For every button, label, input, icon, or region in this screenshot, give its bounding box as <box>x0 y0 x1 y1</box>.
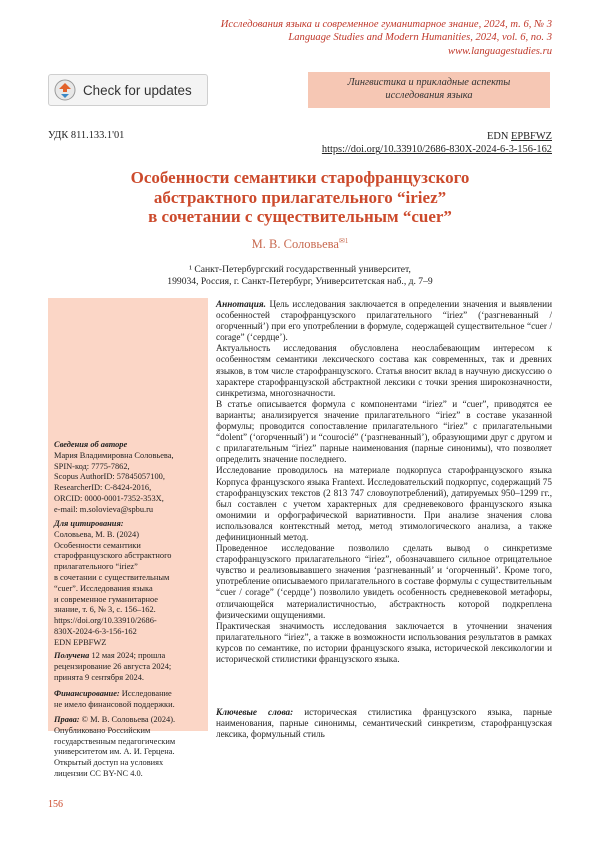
page-number: 156 <box>48 799 63 810</box>
author-info-line: ResearcherID: C-8424-2016, <box>54 483 152 493</box>
udk-code: УДК 811.133.1'01 <box>48 130 125 141</box>
affiliation-line: 199034, Россия, г. Санкт-Петербург, Университетская наб., д. 7–9 <box>167 276 433 288</box>
citation-line: “cuer”. Исследования языка <box>54 583 153 593</box>
title-line: Особенности семантики старофранцузского <box>130 168 470 187</box>
keywords-text: историческая стилистика французского языка, парные наименования, парные синонимы, семантический синкретизм, старофранцузская лексика, формульный стиль <box>216 707 553 740</box>
citation-line: прилагательного “iriez” <box>54 562 138 572</box>
citation-line: и современное гуманитарное <box>54 594 159 604</box>
rubric-box <box>308 72 550 108</box>
abstract-paragraph: В статье описывается формула с компонентами “iriez” и “cuer”, приводятся ее варианты; анализируется значение прилагательного “iriez” в составе указанной формулы; проводится сопоставление прилагательного “iriez” с прилагательными “dolent” (‘огорченный’) и “courocié” (‘разгневанный’), образующими друг с другом и с прилагательным “iriez” парные наименования (парные синонимы), что позволяет определить значение последнего. <box>216 398 552 465</box>
abstract-paragraph: Исследование проводилось на материале подкорпуса старофранцузского языка Корпуса французского языка Frantext. Исследовательский подкорпус, содержащий 75 старофранцузских текстов (2 813 747 словоупотреблений), датируемых 950–1299 гг., был составлен с учетом характерных для средневекового французского языка омонимии и орфографической вариативности. При анализе значения слова использовался контекстный метод, метод этимологического анализа, а также дефиниционный метод. <box>216 465 552 542</box>
title-line: в сочетании с существительным “cuer” <box>148 207 452 227</box>
author-line <box>48 237 552 252</box>
rights-line: университетом им. А. И. Герцена. <box>54 747 175 757</box>
funding-heading: Финансирование: <box>54 689 120 698</box>
author-info <box>54 440 206 516</box>
citation-line: знание, т. 6, № 3, с. 156–162. <box>54 605 156 615</box>
title-line: абстрактного прилагательного “iriez” <box>153 187 447 207</box>
doi-link[interactable]: https://doi.org/10.33910/2686-830X-2024-6-3-156-162 <box>321 144 552 156</box>
journal-website[interactable]: www.languagestudies.ru <box>448 45 552 57</box>
keywords <box>216 707 552 740</box>
citation-line: EDN EPBFWZ <box>54 637 107 647</box>
author-info-line: Scopus AuthorID: 57845057100, <box>54 472 165 482</box>
keywords-label: Ключевые слова: <box>216 707 294 717</box>
citation-line: в сочетании с существительным <box>54 572 170 582</box>
author-info-line: ORCID: 0000-0001-7352-353X, <box>54 493 164 503</box>
citation-line: старофранцузского абстрактного <box>54 551 172 561</box>
citation-heading: Для цитирования: <box>54 519 124 528</box>
abstract-paragraph: Цель исследования заключается в определении значения и выявлении особенностей старофранцузского прилагательного “iriez” (‘разгневанный / огорченный’) при его употреблении в формуле, содержащей существительное “cuer / corage” (‘сердце’). <box>216 299 553 343</box>
abstract-paragraph: Практическая значимость исследования заключается в уточнении значения прилагательного “iriez”, а также в возможности использования результатов в рамках курсов по семантике, по истории французского языка, исторической лексикологии и исторической стилистики французского языка. <box>216 620 552 664</box>
author-info-heading: Сведения об авторе <box>54 440 128 449</box>
abstract-paragraph: Проведенное исследование позволило сделать вывод о синкретизме старофранцузского прилагательного “iriez”, обозначавшего сильное отрицательное чувство и реализовывавшего значения ‘разгневанный’ и ‘огорченный’. Кроме того, употребление описываемого прилагательного в составе формулы с существительным “cuer / corage” (‘сердце’) позволило увидеть особенность средневековой метафоры, отличающейся материалистичностью, абстрактность которой подкреплена физическими ощущениями. <box>216 543 552 620</box>
author-info-line: e-mail: m.solovieva@spbu.ru <box>54 504 154 514</box>
citation-line: Особенности семантики <box>54 540 141 550</box>
check-for-updates-icon <box>53 78 77 102</box>
edn-block <box>322 130 552 157</box>
funding-block <box>54 689 206 711</box>
author-mark[interactable]: ✉1 <box>338 237 349 245</box>
dates-line: рецензирование 26 августа 2024; <box>54 661 172 671</box>
affiliation <box>48 264 552 289</box>
citation-line[interactable]: https://doi.org/10.33910/2686- <box>54 616 157 626</box>
edn-prefix: EDN <box>487 131 511 142</box>
check-for-updates-button[interactable] <box>48 74 208 106</box>
rights-line: Открытый доступ на условиях <box>54 758 164 768</box>
citation-line[interactable]: 830X-2024-6-3-156-162 <box>54 626 137 636</box>
rights-line[interactable]: лицензии CC BY-NC 4.0. <box>54 768 143 778</box>
citation-block <box>54 519 206 649</box>
rights-block <box>54 715 206 780</box>
rights-line: государственным педагогическим <box>54 736 176 746</box>
citation-line: Соловьева, М. В. (2024) <box>54 529 140 539</box>
check-for-updates-label: Check for updates <box>83 82 192 98</box>
affiliation-line: ¹ Санкт-Петербургский государственный университет, <box>189 264 411 275</box>
rights-line: © М. В. Соловьева (2024). <box>81 715 176 724</box>
abstract <box>216 299 552 665</box>
dates-block <box>54 651 206 683</box>
rights-line: Опубликовано Российским <box>54 725 151 735</box>
journal-header <box>72 18 552 58</box>
journal-title-ru: Исследования языка и современное гуманитарное знание, 2024, т. 6, № 3 <box>220 19 552 30</box>
rubric-line: Лингвистика и прикладные аспекты <box>347 77 511 89</box>
author-name: М. В. Соловьева <box>251 237 339 252</box>
dates-line: 12 мая 2024; прошла <box>91 651 166 660</box>
author-info-line: Мария Владимировна Соловьева, <box>54 450 174 460</box>
rubric-line: исследования языка <box>385 90 473 101</box>
funding-line: не имело финансовой поддержки. <box>54 699 175 709</box>
rights-heading: Права: <box>54 715 80 724</box>
journal-title-en: Language Studies and Modern Humanities, 2024, vol. 6, no. 3 <box>288 32 552 44</box>
dates-heading: Получена <box>54 651 90 660</box>
author-info-line: SPIN-код: 7775-7862, <box>54 461 130 471</box>
edn-link[interactable]: EPBFWZ <box>511 131 552 142</box>
dates-line: принята 9 сентября 2024. <box>54 672 144 682</box>
abstract-paragraph: Актуальность исследования обусловлена неослабевающим интересом к особенностям семантики лексического состава как современных, так и древних языков, в том числе старофранцузского. Статья вносит вклад в научную дискуссию о характере старофранцузской абстрактной лексики с точки зрения широкозначности, синкретизма, многозначности. <box>216 343 552 398</box>
funding-line: Исследование <box>121 689 172 698</box>
abstract-label: Аннотация. <box>216 299 266 309</box>
article-title <box>48 168 552 227</box>
